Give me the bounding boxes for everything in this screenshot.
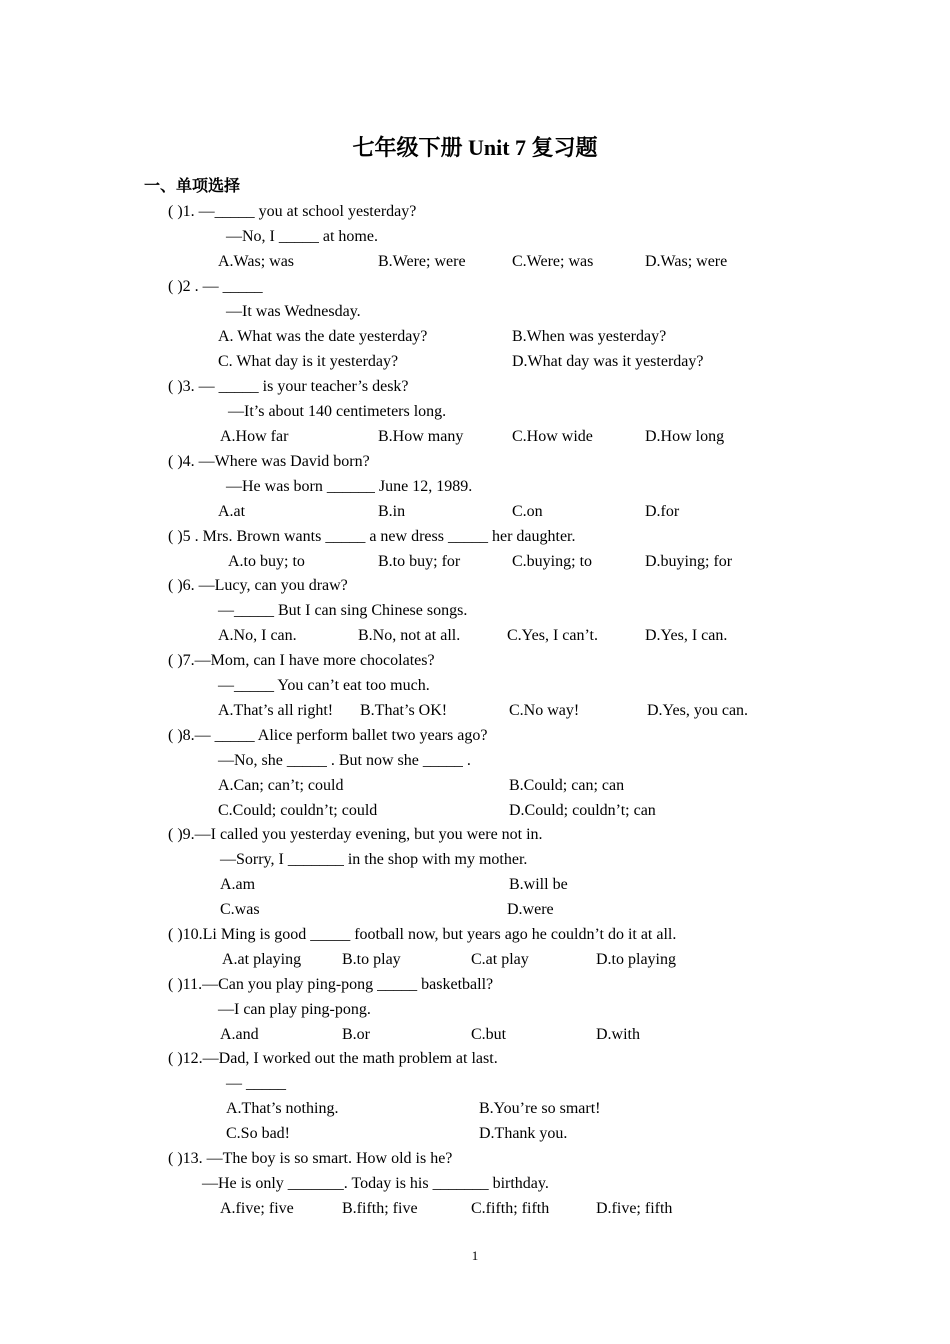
option-7a: A.That’s all right! [218, 702, 334, 719]
option-6d: D.Yes, I can. [645, 627, 728, 644]
question-stem-2: ( )2 . — _____ [168, 278, 263, 295]
section-heading: 一、单项选择 [144, 176, 241, 195]
option-7c: C.No way! [509, 702, 580, 719]
option-11c: C.but [471, 1026, 507, 1043]
question-stem-10: ( )10.Li Ming is good _____ football now, but years ago he couldn’t do it at all. [168, 926, 677, 943]
question-stem-1: ( )1. —_____ you at school yesterday? [168, 203, 417, 220]
option-13c: C.fifth; fifth [471, 1200, 550, 1217]
option-10d: D.to playing [596, 951, 676, 968]
option-12d: D.Thank you. [479, 1125, 568, 1142]
question-reply-7: —_____ You can’t eat too much. [218, 677, 430, 694]
question-stem-7: ( )7.—Mom, can I have more chocolates? [168, 652, 435, 669]
option-13a: A.five; five [220, 1200, 294, 1217]
option-7d: D.Yes, you can. [647, 702, 749, 719]
option-10c: C.at play [471, 951, 529, 968]
option-12b: B.You’re so smart! [479, 1100, 601, 1117]
option-5b: B.to buy; for [378, 553, 461, 570]
option-8b: B.Could; can; can [509, 777, 625, 794]
option-1a: A.Was; was [218, 253, 295, 270]
page-number: 1 [471, 1248, 479, 1263]
page-title: 七年级下册 Unit 7 复习题 [352, 135, 598, 160]
option-5c: C.buying; to [512, 553, 593, 570]
question-stem-9: ( )9.—I called you yesterday evening, but you were not in. [168, 826, 543, 843]
option-1c: C.Were; was [512, 253, 594, 270]
question-reply-11: —I can play ping-pong. [218, 1001, 371, 1018]
option-2d: D.What day was it yesterday? [512, 353, 704, 370]
question-stem-11: ( )11.—Can you play ping-pong _____ basketball? [168, 976, 494, 993]
option-4a: A.at [218, 503, 246, 520]
question-stem-12: ( )12.—Dad, I worked out the math problem at last. [168, 1050, 498, 1067]
question-stem-13: ( )13. —The boy is so smart. How old is he? [168, 1150, 453, 1167]
option-10a: A.at playing [222, 951, 302, 968]
option-4d: D.for [645, 503, 680, 520]
option-4b: B.in [378, 503, 406, 520]
option-10b: B.to play [342, 951, 401, 968]
question-stem-8: ( )8.— _____ Alice perform ballet two years ago? [168, 727, 488, 744]
option-11b: B.or [342, 1026, 370, 1043]
option-6a: A.No, I can. [218, 627, 297, 644]
option-3a: A.How far [220, 428, 289, 445]
option-9c: C.was [220, 901, 260, 918]
option-8a: A.Can; can’t; could [218, 777, 344, 794]
option-11a: A.and [220, 1026, 259, 1043]
option-3b: B.How many [378, 428, 464, 445]
question-reply-8: —No, she _____ . But now she _____ . [218, 752, 471, 769]
option-13d: D.five; fifth [596, 1200, 673, 1217]
option-12c: C.So bad! [226, 1125, 290, 1142]
question-reply-9: —Sorry, I _______ in the shop with my mother. [220, 851, 528, 868]
option-2a: A. What was the date yesterday? [218, 328, 428, 345]
option-2b: B.When was yesterday? [512, 328, 667, 345]
question-stem-5: ( )5 . Mrs. Brown wants _____ a new dress _____ her daughter. [168, 528, 576, 545]
option-7b: B.That’s OK! [360, 702, 448, 719]
option-11d: D.with [596, 1026, 640, 1043]
question-reply-1: —No, I _____ at home. [226, 228, 378, 245]
option-2c: C. What day is it yesterday? [218, 353, 399, 370]
option-5a: A.to buy; to [228, 553, 305, 570]
option-8c: C.Could; couldn’t; could [218, 802, 378, 819]
option-5d: D.buying; for [645, 553, 733, 570]
option-9a: A.am [220, 876, 256, 893]
option-3d: D.How long [645, 428, 725, 445]
option-13b: B.fifth; five [342, 1200, 418, 1217]
option-12a: A.That’s nothing. [226, 1100, 339, 1117]
option-9d: D.were [507, 901, 554, 918]
question-reply-13: —He is only _______. Today is his _______ birthday. [202, 1175, 549, 1192]
question-stem-6: ( )6. —Lucy, can you draw? [168, 577, 348, 594]
option-9b: B.will be [509, 876, 568, 893]
option-6c: C.Yes, I can’t. [507, 627, 598, 644]
question-reply-6: —_____ But I can sing Chinese songs. [218, 602, 468, 619]
question-reply-2: —It was Wednesday. [226, 303, 361, 320]
question-reply-3: —It’s about 140 centimeters long. [228, 403, 447, 420]
option-1b: B.Were; were [378, 253, 466, 270]
question-stem-4: ( )4. —Where was David born? [168, 453, 370, 470]
question-reply-12: — _____ [226, 1075, 286, 1092]
question-reply-4: —He was born ______ June 12, 1989. [226, 478, 473, 495]
question-stem-3: ( )3. — _____ is your teacher’s desk? [168, 378, 409, 395]
option-1d: D.Was; were [645, 253, 728, 270]
option-8d: D.Could; couldn’t; can [509, 802, 656, 819]
option-6b: B.No, not at all. [358, 627, 461, 644]
option-4c: C.on [512, 503, 543, 520]
option-3c: C.How wide [512, 428, 593, 445]
